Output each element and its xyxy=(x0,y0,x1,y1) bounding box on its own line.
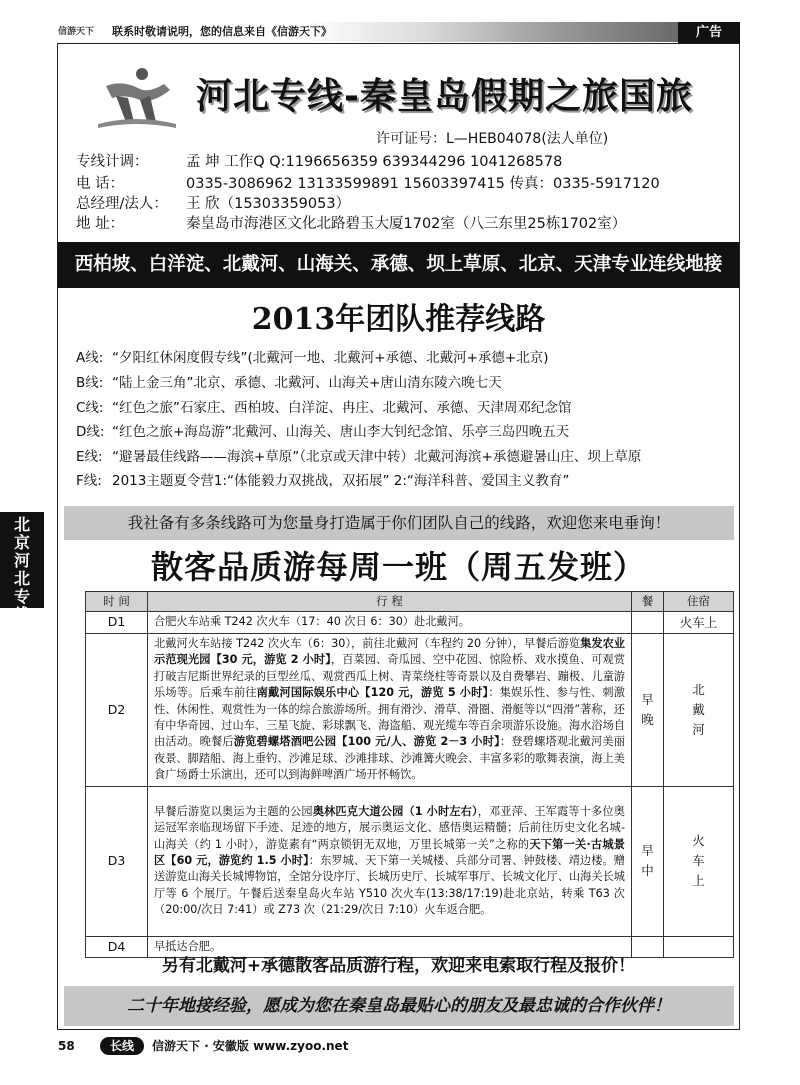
itinerary-day: D2 xyxy=(86,634,148,787)
services-banner: 西柏坡、白洋淀、北戴河、山海关、承德、坝上草原、北京、天津专业连线地接 xyxy=(58,242,739,288)
itinerary-text: 早餐后游览以奥运为主题的公园 xyxy=(154,804,313,818)
route-label: A线: xyxy=(76,350,104,366)
route-item xyxy=(76,398,572,418)
publication-logo: 信游天下 xyxy=(58,27,95,37)
route-text: “陆上金三角”北京、承德、北戴河、山海关+唐山清东陵六晚七天 xyxy=(112,375,502,391)
route-item xyxy=(76,348,548,368)
contact-label: 总经理/法人： xyxy=(76,196,168,212)
col-header-itinerary: 行 程 xyxy=(148,592,632,612)
recommended-heading: 2013年团队推荐线路 xyxy=(251,302,546,337)
meal-char: 中 xyxy=(641,863,654,879)
itinerary-text: 合肥火车站乘 T242 次火车（17：40 次日 6：30）赴北戴河。 xyxy=(154,615,470,629)
route-text: “红色之旅+海岛游”北戴河、山海关、唐山李大钊纪念馆、乐亭三岛四晚五天 xyxy=(112,424,570,440)
itinerary-meal xyxy=(632,612,664,634)
route-text: “红色之旅”石家庄、西柏坡、白洋淀、冉庄、北戴河、承德、天津周邓纪念馆 xyxy=(112,400,572,416)
itinerary-day: D4 xyxy=(86,936,148,957)
license-number: 许可证号：L—HEB04078(法人单位) xyxy=(376,131,609,147)
contact-value: 孟 坤 工作Q Q:1196656359 639344296 1041268578 xyxy=(186,154,563,170)
side-tab-char: 京 xyxy=(13,533,30,552)
itinerary-text: ，百菜园、奇瓜园、空中花园、惊险桥、戏水摸鱼、可观赏打破吉尼斯世界纪录的巨型丝瓜、观赏西瓜上树、青菜绕柱等奇景以及自费攀岩、蹦极、儿童游乐场等。后乘车前往 xyxy=(154,653,625,700)
itinerary-lodging xyxy=(664,634,734,787)
route-label: D线: xyxy=(76,424,105,440)
itinerary-text: 北戴河火车站接 T242 次火车（6：30），前往北戴河（车程约 20 分钟），早餐后游览 xyxy=(154,637,581,650)
lodging-text: 火 xyxy=(692,833,705,849)
itinerary-meal xyxy=(632,634,664,787)
side-tab-char: 河 xyxy=(13,551,30,570)
route-text: “避暑最佳线路——海滨+草原”（北京或天津中转）北戴河海滨+承德避暑山庄、坝上草原 xyxy=(112,449,642,465)
contact-line-phone xyxy=(76,174,660,194)
itinerary-text: ，邓亚萍、王军霞等十多位奥运冠军亲临现场留下手迹、足迹的地方，展示奥运文化、感悟奥运精髓；后前往历史文化名城-山海关（约 1 小时），游览素有“两京锁钥无双地，万里长城第一关”之称的 xyxy=(154,804,625,851)
page-number: 58 xyxy=(58,1039,75,1053)
route-label: B线: xyxy=(76,375,104,391)
itinerary-header-row xyxy=(86,592,734,612)
itinerary-description xyxy=(148,786,632,936)
itinerary-text: ：东罗城、天下第一关城楼、兵部分司署、钟鼓楼、靖边楼。赠送游览山海关长城博物馆，全馆分设序厅、长城历史厅、长城军事厅、长城文化厅、山海关长城厅等 6 个展厅。午餐后送秦皇岛火车站 Y510 次火车(13:38/17:19)赴北京站，转乘 T63 次（20:00/次日 7:41）或 Z73 次（21:29/次日 7:10）火车返合肥。 xyxy=(154,853,625,917)
col-header-day: 时 间 xyxy=(86,592,148,612)
itinerary-day: D1 xyxy=(86,612,148,634)
col-header-meal: 餐 xyxy=(632,592,664,612)
contact-line-manager xyxy=(76,194,350,214)
section-side-tab xyxy=(0,512,44,624)
source-notice: 联系时敬请说明，您的信息来自《信游天下》 xyxy=(112,25,332,38)
ad-tag: 广告 xyxy=(678,22,740,44)
extra-tour-note: 另有北戴河+承德散客品质游行程，欢迎来电索取行程及报价！ xyxy=(161,956,636,976)
meal-char: 晚 xyxy=(641,711,654,727)
route-label: C线: xyxy=(76,400,104,416)
contact-label: 专线计调： xyxy=(76,154,149,170)
itinerary-row xyxy=(86,612,734,634)
route-text: “夕阳红休闲度假专线”(北戴河一地、北戴河+承德、北戴河+承德+北京) xyxy=(112,350,549,366)
itinerary-highlight: 天下第一关·古城景区【60 元，游览约 1.5 小时】 xyxy=(154,837,625,867)
meal-char: 早 xyxy=(641,691,654,707)
itinerary-day: D3 xyxy=(86,786,148,936)
itinerary-row xyxy=(86,786,734,936)
contact-value: 秦皇岛市海港区文化北路碧玉大厦1702室（八三东里25栋1702室） xyxy=(186,216,627,232)
col-header-stay: 住宿 xyxy=(664,592,734,612)
contact-label: 地 址： xyxy=(76,216,125,232)
page-footer xyxy=(58,1036,348,1056)
route-text: 2013主题夏令营1:“体能毅力双挑战，双拓展” 2:“海洋科普、爱国主义教育” xyxy=(112,473,570,489)
lodging-text: 北 xyxy=(692,681,705,697)
contact-value: 0335-3086962 13133599891 15603397415 传真：0335-5917120 xyxy=(186,176,660,192)
itinerary-highlight: 南戴河国际娱乐中心【120 元，游览 5 小时】 xyxy=(256,686,489,700)
slogan-banner: 二十年地接经验，愿成为您在秦皇岛最贴心的朋友及最忠诚的合作伙伴！ xyxy=(64,986,734,1026)
itinerary-lodging xyxy=(664,612,734,634)
itinerary-highlight: 奥林匹克大道公园（1 小时左右） xyxy=(312,804,478,818)
itinerary-text: ：集娱乐性、参与性、刺激性、休闲性、观赏性为一体的综合旅游场所。拥有滑沙、滑草、滑圈、滑艇等以“四滑”著称，还有中华奇园、过山车、三星飞旋、彩球飘飞、海盗船、观光缆车等百余项游乐设施。海水浴场自由活动。晚餐后 xyxy=(154,686,625,749)
route-label: E线: xyxy=(76,449,103,465)
lodging-text: 河 xyxy=(692,721,705,737)
side-tab-char: 北 xyxy=(13,569,30,588)
custom-route-note: 我社备有多条线路可为您量身打造属于你们团队自己的线路，欢迎您来电垂询！ xyxy=(64,506,734,540)
itinerary-description xyxy=(148,612,632,634)
contact-line-address xyxy=(76,214,626,234)
side-tab-char: 线 xyxy=(13,605,30,624)
route-item xyxy=(76,447,641,467)
route-label: F线: xyxy=(76,473,102,489)
weekly-heading: 散客品质游每周一班（周五发班） xyxy=(150,548,646,586)
agency-logo-icon xyxy=(92,66,180,132)
route-item xyxy=(76,373,502,393)
lodging-text: 车 xyxy=(692,853,705,869)
publication-info: 信游天下 · 安徽版 www.zyoo.net xyxy=(152,1039,349,1053)
meal-char: 早 xyxy=(641,843,654,859)
lodging-text: 上 xyxy=(692,873,705,889)
itinerary-table xyxy=(85,591,734,958)
itinerary-row xyxy=(86,634,734,787)
itinerary-highlight: 集发农业示范现光园【30 元，游览 2 小时】 xyxy=(154,637,625,667)
contact-value: 王 欣（15303359053） xyxy=(186,196,351,212)
itinerary-meal xyxy=(632,786,664,936)
route-item xyxy=(76,422,569,442)
itinerary-text: ：登碧螺塔观北戴河美丽夜景、脚踏船、海上垂钓、沙滩足球、沙滩排球、沙滩篝火晚会、丰富多彩的歌舞表演，海上美食广场爵士乐演出，还可以到海鲜啤酒广场开怀畅饮。 xyxy=(154,735,625,782)
section-badge: 长线 xyxy=(100,1037,144,1055)
side-tab-char: 北 xyxy=(13,515,30,534)
lodging-text: 戴 xyxy=(692,701,705,717)
contact-line-planner xyxy=(76,152,562,172)
lodging-text: 火车上 xyxy=(679,614,718,630)
itinerary-text: 早抵达合肥。 xyxy=(154,939,222,953)
itinerary-description xyxy=(148,634,632,787)
side-tab-char: 专 xyxy=(13,587,30,606)
route-item xyxy=(76,471,569,491)
contact-label: 电 话： xyxy=(76,176,125,192)
itinerary-lodging xyxy=(664,786,734,936)
itinerary-highlight: 游览碧螺塔酒吧公园【100 元/人、游览 2－3 小时】 xyxy=(233,735,500,749)
agency-title: 河北专线-秦皇岛假期之旅国旅 xyxy=(196,76,693,117)
